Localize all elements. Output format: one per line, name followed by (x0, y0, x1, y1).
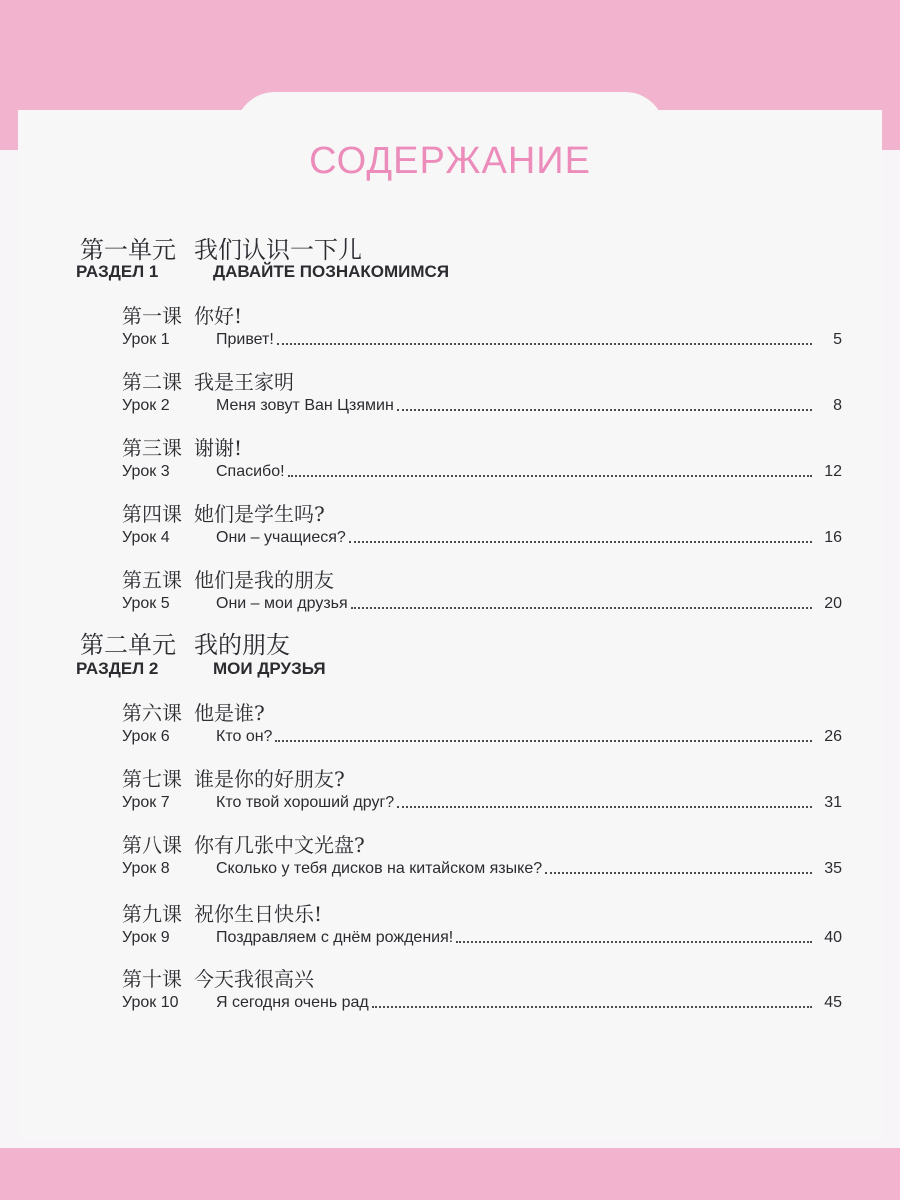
lesson-title-cn: 我是王家明 (194, 370, 294, 394)
page-number: 5 (833, 331, 842, 348)
page-number: 20 (824, 595, 842, 612)
lesson-title-ru: Меня зовут Ван Цзямин (216, 397, 394, 414)
lesson-label-cn: 第九课 (122, 902, 182, 926)
lesson-title-cn: 谁是你的好朋友? (194, 767, 345, 791)
lesson-title-ru: Спасибо! (216, 463, 285, 480)
lesson-heading-cn (122, 697, 265, 726)
unit-label-cn: 第二单元 (80, 631, 176, 659)
lesson-title-cn: 祝你生日快乐! (194, 902, 323, 926)
toc-entry[interactable] (122, 990, 842, 1012)
lesson-title-cn: 你好! (194, 304, 243, 328)
lesson-title-ru: Я сегодня очень рад (216, 994, 369, 1011)
bottom-pink-band (0, 1148, 900, 1200)
page-number: 40 (824, 929, 842, 946)
lesson-label-cn: 第一课 (122, 304, 182, 328)
lesson-label-cn: 第三课 (122, 436, 182, 460)
dot-leader (397, 806, 812, 808)
dot-leader (288, 475, 812, 477)
lesson-title-ru: Кто твой хороший друг? (216, 794, 395, 811)
unit-title-ru: ДАВАЙТЕ ПОЗНАКОМИМСЯ (213, 262, 450, 281)
unit-heading-ru (76, 659, 326, 679)
lesson-heading-cn (122, 829, 365, 858)
lesson-label-ru: Урок 4 (122, 529, 170, 546)
unit-label-ru: РАЗДЕЛ 1 (76, 262, 159, 281)
lesson-heading-cn (122, 432, 242, 461)
lesson-heading-cn (122, 898, 322, 927)
dot-leader (545, 872, 812, 874)
page-number: 31 (824, 794, 842, 811)
lesson-heading-cn (122, 963, 314, 992)
toc-entry[interactable] (122, 525, 842, 547)
toc-entry[interactable] (122, 459, 842, 481)
lesson-heading-cn (122, 564, 334, 593)
dot-leader (277, 343, 812, 345)
page-number: 8 (833, 397, 842, 414)
lesson-title-ru: Кто он? (216, 728, 273, 745)
lesson-title-ru: Они – учащиеся? (216, 529, 346, 546)
lesson-heading-cn (122, 366, 294, 395)
lesson-label-cn: 第二课 (122, 370, 182, 394)
lesson-title-ru: Привет! (216, 331, 274, 348)
unit-title-ru: МОИ ДРУЗЬЯ (213, 659, 326, 678)
toc-entry[interactable] (122, 724, 842, 746)
page-number: 16 (824, 529, 842, 546)
unit-heading-ru (76, 262, 449, 282)
lesson-heading-cn (122, 498, 325, 527)
dot-leader (372, 1006, 812, 1008)
lesson-label-ru: Урок 10 (122, 994, 179, 1011)
lesson-title-cn: 谢谢! (194, 436, 243, 460)
toc-entry[interactable] (122, 591, 842, 613)
lesson-title-ru: Они – мои друзья (216, 595, 348, 612)
lesson-label-cn: 第七课 (122, 767, 182, 791)
lesson-label-ru: Урок 5 (122, 595, 170, 612)
lesson-title-ru: Сколько у тебя дисков на китайском языке? (216, 860, 543, 877)
toc-entry[interactable] (122, 327, 842, 349)
toc-entry[interactable] (122, 790, 842, 812)
lesson-title-cn: 今天我很高兴 (194, 967, 314, 991)
dot-leader (456, 941, 812, 943)
lesson-heading-cn (122, 763, 345, 792)
toc-entry[interactable] (122, 925, 842, 947)
lesson-title-cn: 她们是学生吗? (194, 502, 325, 526)
page-number: 26 (824, 728, 842, 745)
lesson-label-cn: 第六课 (122, 701, 182, 725)
lesson-label-cn: 第十课 (122, 967, 182, 991)
lesson-heading-cn (122, 300, 242, 329)
lesson-label-ru: Урок 9 (122, 929, 170, 946)
dot-leader (275, 740, 812, 742)
lesson-label-ru: Урок 6 (122, 728, 170, 745)
unit-label-ru: РАЗДЕЛ 2 (76, 659, 159, 678)
toc-entry[interactable] (122, 856, 842, 878)
unit-title-cn: 我的朋友 (194, 631, 290, 659)
unit-heading-cn (80, 230, 362, 265)
toc-entry[interactable] (122, 393, 842, 415)
lesson-title-cn: 他是谁? (194, 701, 265, 725)
unit-label-cn: 第一单元 (80, 236, 176, 264)
unit-title-cn: 我们认识一下儿 (194, 236, 362, 264)
lesson-title-ru: Поздравляем с днём рождения! (216, 929, 454, 946)
page-number: 12 (824, 463, 842, 480)
unit-heading-cn (80, 625, 290, 660)
dot-leader (351, 607, 812, 609)
page-number: 35 (824, 860, 842, 877)
dot-leader (397, 409, 812, 411)
page-number: 45 (824, 994, 842, 1011)
lesson-label-ru: Урок 1 (122, 331, 170, 348)
page-title: СОДЕРЖАНИЕ (309, 140, 591, 182)
lesson-label-ru: Урок 7 (122, 794, 170, 811)
lesson-label-cn: 第五课 (122, 568, 182, 592)
lesson-label-cn: 第四课 (122, 502, 182, 526)
lesson-label-cn: 第八课 (122, 833, 182, 857)
lesson-label-ru: Урок 8 (122, 860, 170, 877)
lesson-label-ru: Урок 3 (122, 463, 170, 480)
lesson-label-ru: Урок 2 (122, 397, 170, 414)
lesson-title-cn: 他们是我的朋友 (194, 568, 334, 592)
lesson-title-cn: 你有几张中文光盘? (194, 833, 365, 857)
dot-leader (349, 541, 812, 543)
